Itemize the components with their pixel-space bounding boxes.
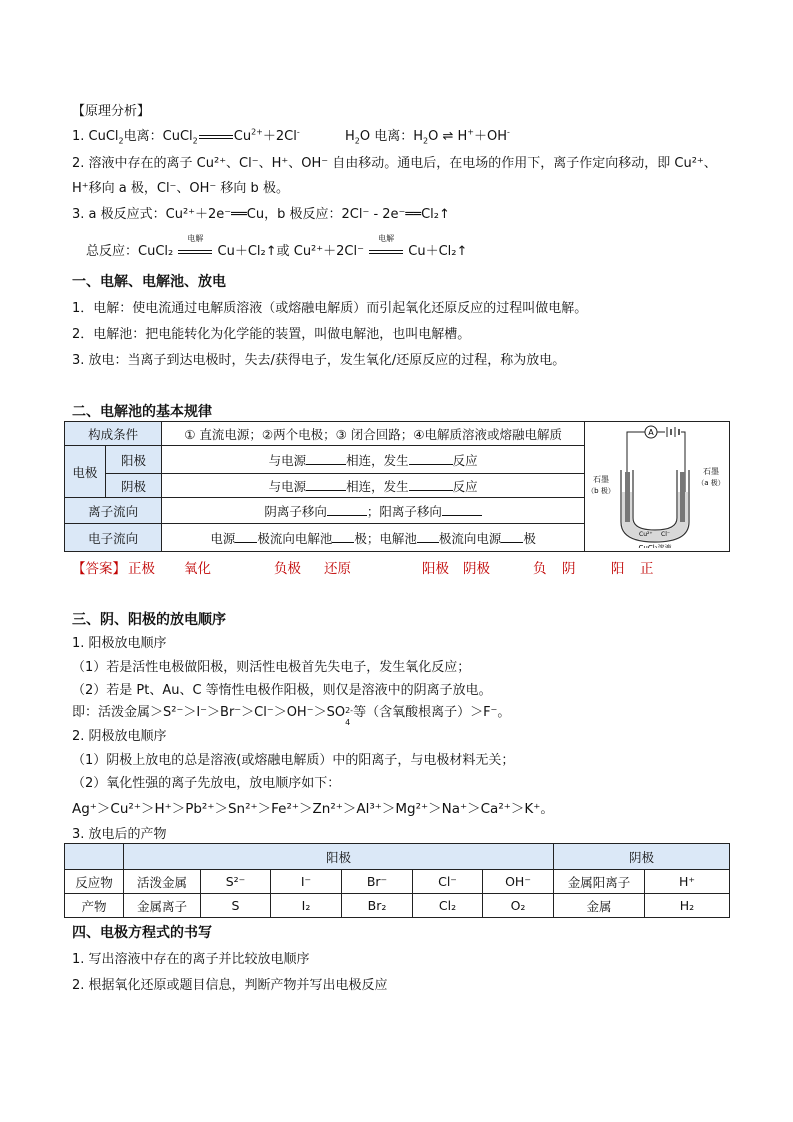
product-cell: I₂ <box>271 894 342 918</box>
anode-order-title: 1. 阳极放电顺序 <box>72 636 167 651</box>
electrolysis-sign: 电解 <box>177 244 213 259</box>
anode-rule: 与电源 相连，发生 反应 <box>162 446 585 474</box>
svg-text:（a 极）: （a 极） <box>697 479 725 487</box>
product-label: 产物 <box>65 894 124 918</box>
answer-item: 负极 <box>274 561 301 577</box>
section2-title: 二、电解池的基本规律 <box>72 404 212 420</box>
product-cell: H₂ <box>645 894 730 918</box>
anode-header: 阳极 <box>124 844 554 870</box>
electron-flow-rule: 电源 极流向电解池 极；电解池 极流向电源 极 <box>162 524 585 552</box>
products-table <box>64 843 730 918</box>
product-cell: Br₂ <box>342 894 413 918</box>
cathode-order-item: （1）阴极上放电的总是溶液(或熔融电解质）中的阳离子，与电极材料无关； <box>72 753 515 768</box>
reactant-cell: 金属阳离子 <box>554 870 645 894</box>
section1-title: 一、电解、电解池、放电 <box>72 274 226 290</box>
products-title: 3. 放电后的产物 <box>72 827 167 842</box>
reactant-cell: Br⁻ <box>342 870 413 894</box>
water-ionization: $H_2O$ 电离：$H_2O$ ⇌ H+＋OH- <box>345 127 510 146</box>
ion-flow-rule: 阴离子移向 ；阳离子移向 <box>162 498 585 524</box>
cathode-order-sequence: Ag⁺＞Cu²⁺＞H⁺＞Pb²⁺＞Sn²⁺＞Fe²⁺＞Zn²⁺＞Al³⁺＞Mg²⁺＞Na⁺＞Ca²⁺＞K⁺。 <box>72 801 554 817</box>
answer-item: 正极 <box>128 561 155 577</box>
answer-item: 正 <box>640 561 654 577</box>
product-cell: Cl₂ <box>413 894 483 918</box>
product-cell: O₂ <box>483 894 554 918</box>
reactant-cell: 活泼金属 <box>124 870 201 894</box>
electron-flow-label: 电子流向 <box>65 524 162 552</box>
ion-label: Cu²⁺ <box>639 531 653 538</box>
svg-text:（b 极）: （b 极） <box>587 487 615 495</box>
ammeter-icon: A <box>648 428 654 437</box>
answer-item: 氧化 <box>184 561 211 577</box>
principle-line-3: 3. a 极反应式：Cu²⁺＋2e⁻══Cu，b 极反应：2Cl⁻ - 2e⁻══Cl₂↑ <box>72 207 450 222</box>
product-cell: S <box>201 894 271 918</box>
answer-item: 还原 <box>324 561 351 577</box>
section3-title: 三、阴、阳极的放电顺序 <box>72 612 226 628</box>
principle-line-2: 2. 溶液中存在的离子 Cu²⁺、Cl⁻、H⁺、OH⁻ 自由移动。通电后，在电场的作用下，离子作定向移动，即 Cu²⁺、 <box>72 156 717 171</box>
anode-order-sequence: 即：活泼金属＞S²⁻＞I⁻＞Br⁻＞Cl⁻＞OH⁻＞SO 2- 4 等（含氧酸根离子）＞F⁻。 <box>72 705 511 727</box>
principle-heading: 【原理分析】 <box>72 104 151 119</box>
answer-item: 阴极 <box>463 561 490 577</box>
anode-order-item: （2）若是 Pt、Au、C 等惰性电极作阳极，则仅是溶液中的阴离子放电。 <box>72 683 492 698</box>
ion-flow-label: 离子流向 <box>65 498 162 524</box>
section4-item: 1. 写出溶液中存在的离子并比较放电顺序 <box>72 952 310 967</box>
svg-text:石墨: 石墨 <box>703 467 719 476</box>
electrolytic-cell-diagram <box>587 422 727 548</box>
section1-item: 3. 放电：当离子到达电极时，失去/获得电子，发生氧化/还原反应的过程，称为放电。 <box>72 353 566 368</box>
principle-line-1: 1. CuCl$_2$电离：CuCl$_2$ $Cu^{2+}+2Cl^-$ <box>72 127 300 146</box>
electrode-label: 电极 <box>65 446 106 498</box>
answer-item: 阳 <box>611 561 625 577</box>
svg-text:CuCl₂溶液: CuCl₂溶液 <box>638 544 672 548</box>
electrolysis-rules-table <box>64 421 730 552</box>
cond-value: ① 直流电源；②两个电极；③ 闭合回路；④电解质溶液或熔融电解质 <box>162 422 585 446</box>
section4-item: 2. 根据氧化还原或题目信息，判断产物并写出电极反应 <box>72 978 388 993</box>
principle-line-2b: H⁺移向 a 极，Cl⁻、OH⁻ 移向 b 极。 <box>72 181 289 196</box>
reactant-cell: Cl⁻ <box>413 870 483 894</box>
section1-item: 2．电解池：把电能转化为化学能的装置，叫做电解池，也叫电解槽。 <box>72 327 471 342</box>
products-table-corner <box>65 844 124 870</box>
ion-label: Cl⁻ <box>661 531 671 538</box>
electrolysis-figure <box>585 422 730 552</box>
cathode-rule: 与电源 相连，发生 反应 <box>162 474 585 498</box>
cathode-header: 阴极 <box>554 844 730 870</box>
reactant-cell: H⁺ <box>645 870 730 894</box>
answer-tag: 【答案】 <box>72 561 126 577</box>
answer-item: 阴 <box>562 561 576 577</box>
answer-item: 阳极 <box>422 561 449 577</box>
reactant-cell: I⁻ <box>271 870 342 894</box>
cathode-order-title: 2. 阴极放电顺序 <box>72 729 167 744</box>
product-cell: 金属 <box>554 894 645 918</box>
anode-label: 阳极 <box>105 446 162 474</box>
cathode-label: 阴极 <box>105 474 162 498</box>
section4-title: 四、电极方程式的书写 <box>72 925 212 941</box>
reactant-cell: OH⁻ <box>483 870 554 894</box>
total-reaction: 总反应：CuCl₂ 电解 Cu＋Cl₂↑或 Cu²⁺＋2Cl⁻ 电解 Cu＋Cl₂↑ <box>86 234 468 259</box>
electrolysis-sign: 电解 <box>368 244 404 259</box>
anode-order-item: （1）若是活性电极做阳极，则活性电极首先失电子，发生氧化反应； <box>72 660 471 675</box>
cond-label: 构成条件 <box>65 422 162 446</box>
section1-item: 1．电解：使电流通过电解质溶液（或熔融电解质）而引起氧化还原反应的过程叫做电解。 <box>72 301 588 316</box>
svg-text:石墨: 石墨 <box>593 475 609 484</box>
answer-item: 负 <box>533 561 547 577</box>
product-cell: 金属离子 <box>124 894 201 918</box>
cathode-order-item: （2）氧化性强的离子先放电，放电顺序如下： <box>72 776 341 791</box>
reactant-cell: S²⁻ <box>201 870 271 894</box>
reactant-label: 反应物 <box>65 870 124 894</box>
